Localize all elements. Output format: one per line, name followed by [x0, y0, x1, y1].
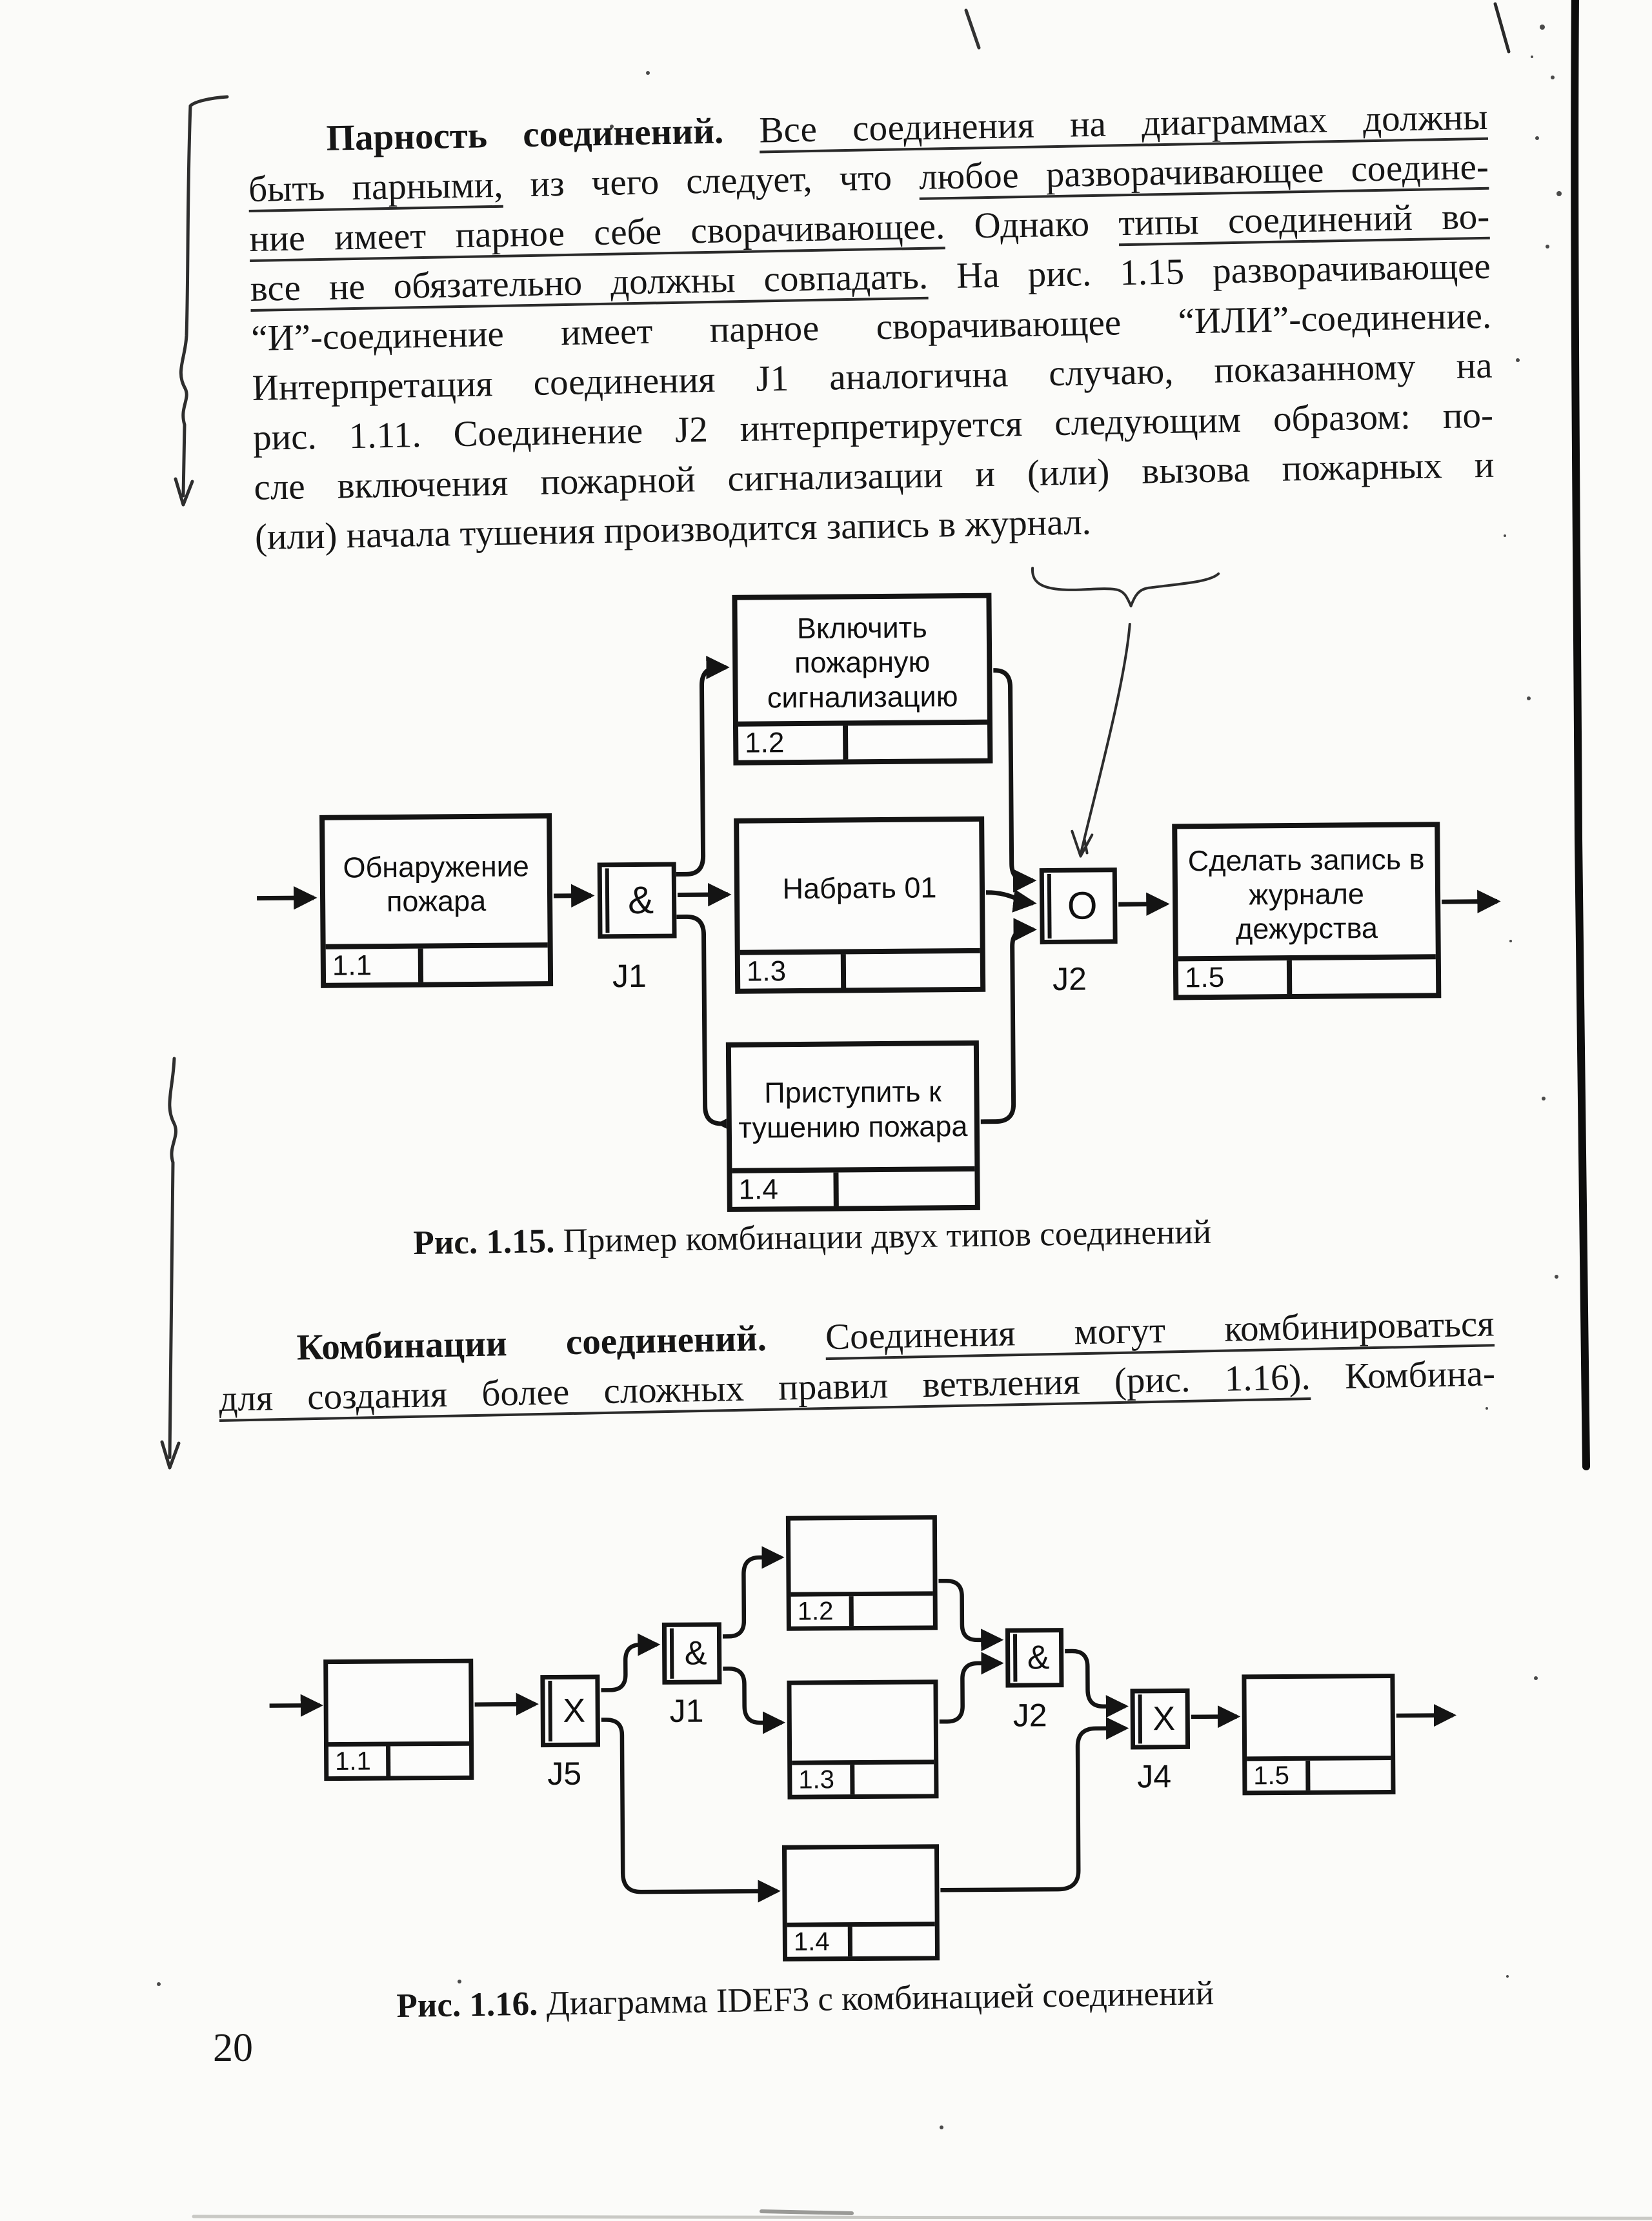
arrow-box12-to-j2	[993, 670, 1033, 880]
process-box-number: 1.4	[732, 1173, 839, 1207]
text-line: рис. 1.11. Соединение J2 интерпретируется следующим образом: по-	[252, 394, 1494, 458]
arrow-box13-to-j2	[986, 892, 1033, 904]
junction-j4-xor	[1130, 1689, 1190, 1750]
arrow-box12-to-j2	[938, 1581, 1000, 1641]
figure-1-16-idef3-diagram	[257, 1494, 1473, 1991]
text-line: ние имеет парное себе сворачивающее. Однако типы соединений во-	[248, 196, 1490, 259]
process-box-empty-cell	[839, 1171, 975, 1206]
process-box-number: 1.3	[792, 1765, 854, 1795]
process-box-strip	[732, 1166, 974, 1207]
arrow-j5-to-j1	[601, 1645, 657, 1690]
junction-label-j2: J2	[1052, 960, 1087, 997]
margin-pencil-mark-middle	[170, 1059, 176, 1457]
process-box-strip	[738, 720, 987, 760]
handdrawn-brace	[1032, 567, 1219, 607]
process-box-strip	[787, 1922, 935, 1956]
process-box-empty-cell	[390, 1746, 469, 1776]
process-box-strip	[740, 948, 980, 989]
arrow-j1-to-box12	[722, 1557, 781, 1637]
process-box-strip	[1178, 954, 1436, 995]
junction-symbol: &	[684, 1634, 707, 1672]
process-box-label: Обнаружение пожара	[343, 849, 530, 918]
paragraph-pairing-of-junctions	[247, 92, 1495, 562]
arrow-j1-to-box13	[723, 1668, 782, 1723]
margin-pencil-mark-top	[181, 97, 227, 496]
process-box-strip	[326, 942, 548, 983]
junction-label-j1: J1	[669, 1692, 704, 1729]
process-box-label: Набрать 01	[782, 871, 937, 906]
process-box-empty-cell	[852, 1926, 935, 1956]
paragraph-heading: Парность соединений.	[326, 110, 760, 159]
process-box-number: 1.2	[738, 725, 848, 760]
process-box-empty-cell	[1310, 1760, 1391, 1790]
process-box-number: 1.1	[328, 1746, 390, 1776]
caption-text: Пример комбинации двух типов соединений	[554, 1213, 1212, 1260]
arrow-box14-to-j4	[940, 1729, 1127, 1891]
stray-mark-top-right	[1495, 4, 1509, 52]
page-number: 20	[213, 2026, 253, 2070]
junction-label-j5: J5	[547, 1755, 582, 1792]
paragraph-heading: Комбинации соединений.	[296, 1317, 826, 1368]
process-box-1-5	[1242, 1674, 1395, 1795]
arrow-box13-to-j2	[939, 1663, 1001, 1722]
process-box-1-3	[787, 1679, 938, 1799]
process-box-number: 1.3	[740, 954, 846, 988]
scan-bottom-smudge	[761, 2211, 852, 2213]
process-box-empty-cell	[854, 1764, 934, 1794]
text-line: сле включения пожарной сигнализации и (или) вызова пожарных и	[254, 444, 1495, 508]
arrow-box11-to-j5	[475, 1704, 536, 1705]
process-box-label: Приступить к тушению пожара	[738, 1075, 968, 1144]
stray-mark-top-center	[966, 10, 979, 48]
process-box-empty-cell	[848, 725, 988, 760]
junction-symbol: &	[627, 878, 654, 922]
text-line: для создания более сложных правил ветвления (рис. 1.16). Комбина-	[218, 1353, 1496, 1419]
junction-symbol: X	[1153, 1700, 1176, 1738]
process-box-strip	[328, 1741, 469, 1776]
arrow-j2-to-box15	[1118, 904, 1166, 905]
text-line: (или) начала тушения производится запись в журнал.	[254, 502, 1092, 558]
process-box-1-5	[1172, 822, 1441, 1000]
text-line: Комбинации соединений. Соединения могут комбинироваться	[296, 1303, 1495, 1368]
junction-j1-and	[662, 1622, 722, 1685]
junction-label-j4: J4	[1137, 1758, 1172, 1795]
process-box-number: 1.5	[1178, 960, 1292, 995]
process-box-number: 1.1	[326, 949, 424, 983]
junction-symbol: &	[1027, 1639, 1050, 1677]
junction-symbol: X	[563, 1692, 586, 1730]
handdrawn-pointer-line	[1080, 624, 1132, 852]
arrow-box14-to-j2	[979, 929, 1034, 1122]
figure-1-15-idef3-diagram	[243, 537, 1526, 1244]
caption-text: Диаграмма IDEF3 с комбинацией соединений	[537, 1974, 1214, 2023]
arrow-j1-to-box14	[676, 917, 722, 1124]
process-box-strip	[1247, 1756, 1391, 1790]
process-box-empty-cell	[853, 1596, 932, 1626]
process-box-1-4	[726, 1040, 980, 1212]
junction-label-j2: J2	[1012, 1697, 1047, 1734]
arrow-output	[1396, 1715, 1453, 1716]
text-line: быть парными, из чего следует, что любое разворачивающее соедине-	[248, 146, 1489, 210]
process-box-number: 1.4	[787, 1927, 852, 1957]
junction-symbol: O	[1067, 884, 1098, 928]
process-box-1-4	[782, 1844, 940, 1961]
process-box-label: Сделать запись в журнале дежурства	[1187, 842, 1425, 946]
junction-j5-xor	[540, 1675, 600, 1748]
process-box-1-1	[323, 1659, 474, 1781]
arrow-j1-to-box12	[674, 667, 728, 875]
scan-edge-band	[1575, 0, 1586, 1466]
text-line: Интерпретация соединения J1 аналогична случаю, показанному на	[252, 345, 1493, 409]
process-box-1-2	[732, 593, 992, 766]
process-box-empty-cell	[423, 948, 548, 982]
process-box-empty-cell	[1291, 959, 1436, 994]
caption-number: Рис. 1.15.	[413, 1222, 555, 1262]
process-box-empty-cell	[845, 953, 980, 988]
process-box-1-1	[319, 813, 553, 988]
process-box-number: 1.5	[1247, 1761, 1310, 1791]
junction-label-j1: J1	[612, 957, 647, 995]
text-line: Парность соединений. Все соединения на диаграммах должны	[326, 96, 1488, 159]
text-line: “И”-соединение имеет парное сворачивающее “ИЛИ”-соединение.	[250, 295, 1492, 359]
junction-j2-or	[1040, 867, 1118, 944]
process-box-1-3	[734, 816, 985, 994]
text-line: все не обязательно должны совпадать. На рис. 1.15 разворачивающее	[250, 245, 1491, 309]
process-box-number: 1.2	[791, 1596, 854, 1627]
process-box-1-2	[786, 1515, 938, 1630]
arrow-j2-to-j4	[1065, 1651, 1125, 1707]
arrow-j5-to-box14	[601, 1719, 778, 1892]
junction-j1-and	[598, 862, 677, 939]
junction-j2-and	[1005, 1628, 1064, 1688]
process-box-strip	[792, 1760, 934, 1794]
process-box-strip	[791, 1591, 933, 1626]
scan-bottom-edge	[194, 2216, 1652, 2218]
caption-number: Рис. 1.16.	[396, 1985, 538, 2025]
process-box-label: Включить пожарную сигнализацию	[767, 611, 958, 714]
